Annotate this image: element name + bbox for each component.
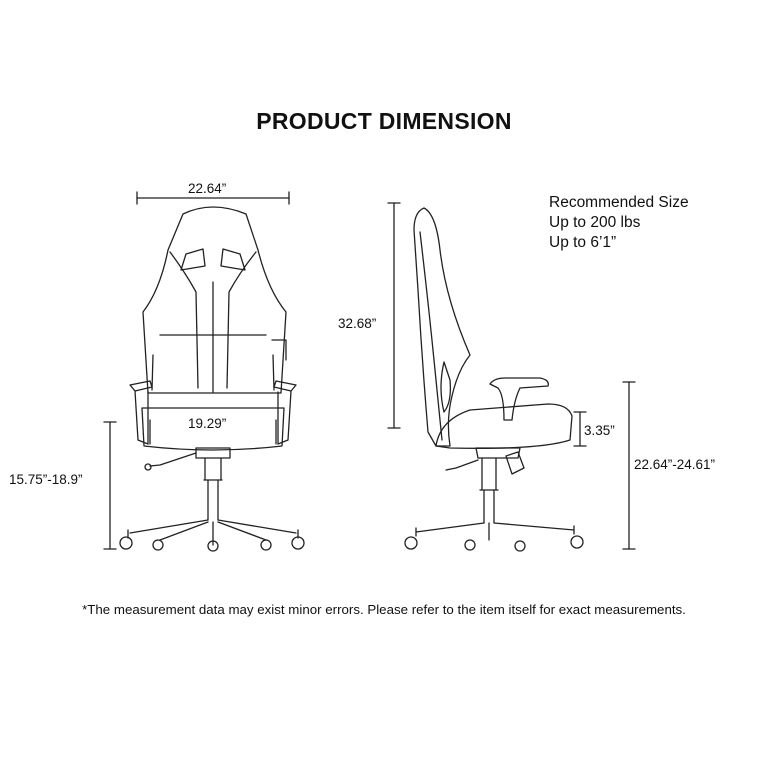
front-seat-width-label: 19.29”: [188, 416, 227, 431]
recommended-height: Up to 6’1”: [549, 234, 617, 251]
front-width-label: 22.64”: [188, 181, 227, 196]
recommended-size-box: [549, 193, 689, 253]
page-title: PRODUCT DIMENSION: [256, 108, 512, 134]
front-seat-height-label: 15.75”-18.9”: [9, 472, 83, 487]
side-overall-height-label: 22.64”-24.61”: [634, 457, 716, 472]
side-knob: [506, 452, 524, 474]
side-armrest-height-label: 3.35”: [584, 423, 615, 438]
footnote: *The measurement data may exist minor errors. Please refer to the item itself for exact measurements.: [82, 602, 686, 617]
side-back-height-label: 32.68”: [338, 316, 377, 331]
side-backrest: [414, 208, 470, 446]
front-armrest-right: [274, 381, 296, 391]
side-view-chair: [405, 208, 583, 551]
front-headrest-slot-left: [181, 249, 205, 270]
front-armrest-left: [130, 381, 152, 391]
side-lumbar-pillow: [441, 362, 450, 412]
side-armrest: [490, 378, 548, 420]
front-backrest: [143, 207, 286, 393]
front-headrest-slot-right: [221, 249, 245, 270]
recommended-heading: Recommended Size: [549, 194, 689, 211]
recommended-weight: Up to 200 lbs: [549, 214, 641, 231]
front-view-chair: [120, 192, 304, 551]
